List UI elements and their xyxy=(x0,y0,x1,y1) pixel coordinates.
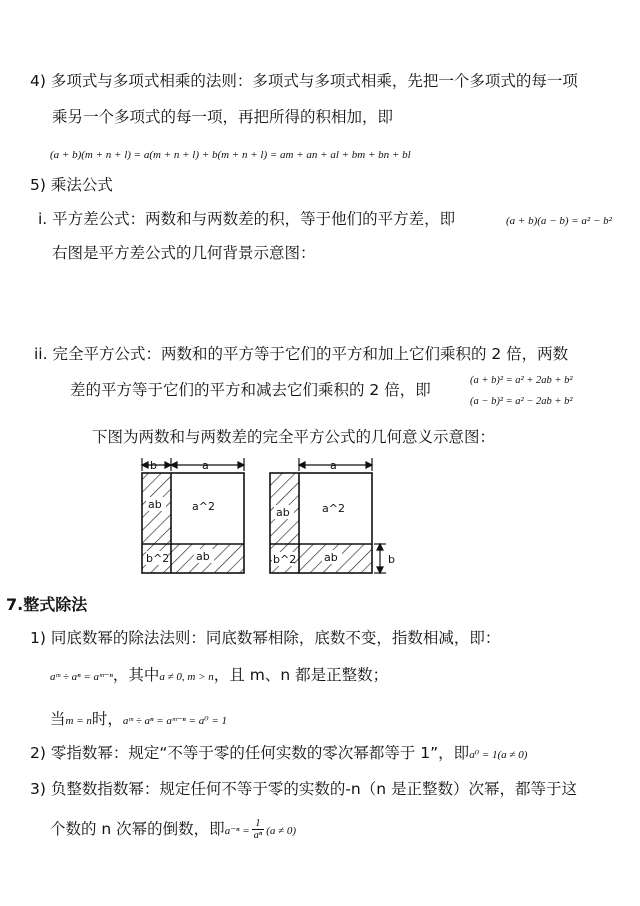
p3-denominator: aⁿ xyxy=(253,830,263,841)
section7-title: 7.整式除法 xyxy=(6,595,88,614)
p1b-condition: m = n xyxy=(65,715,92,727)
section4-line2: 乘另一个多项式的每一项，再把所得的积相加，即 xyxy=(52,108,394,126)
right-b2: b^2 xyxy=(273,553,297,566)
right-ab-bottom: ab xyxy=(324,551,338,564)
section5-ii-line2: 差的平方等于它们的平方和减去它们乘积的 2 倍，即 xyxy=(70,381,431,399)
right-a-label: a xyxy=(330,459,337,472)
right-b-label: b xyxy=(388,553,395,566)
section5-i-text: i. 平方差公式：两数和与两数差的积，等于他们的平方差，即 xyxy=(38,210,456,228)
p3-line2: 个数的 n 次幂的倒数，即 xyxy=(50,820,225,838)
p3-lhs: a⁻ⁿ = xyxy=(224,825,250,837)
right-ab-side: ab xyxy=(276,506,290,519)
section5-ii-note: 下图为两数和与两数差的完全平方公式的几何意义示意图： xyxy=(92,428,496,446)
square-sum-diagram xyxy=(128,455,258,580)
section7-p1b-row xyxy=(50,708,227,732)
p1-tail: ，且 m、n 都是正整数； xyxy=(213,666,389,684)
p1b-formula: aᵐ ÷ aⁿ = aᵐ⁻ⁿ = a⁰ = 1 xyxy=(122,715,228,727)
p3-numerator: 1 xyxy=(252,818,265,830)
p1b-pre: 当 xyxy=(50,710,66,728)
section4-formula: (a + b)(m + n + l) = a(m + n + l) + b(m + n + l) = am + an + al + bm + bn + bl xyxy=(50,149,411,161)
p2-text: 2) 零指数幂：规定“不等于零的任何实数的零次幂都等于 1”，即 xyxy=(30,744,470,762)
section5-title: 5) 乘法公式 xyxy=(30,176,113,194)
left-b2: b^2 xyxy=(146,552,170,565)
left-a2: a^2 xyxy=(192,500,215,513)
p3-fraction xyxy=(252,818,265,841)
section5-i-note: 右图是平方差公式的几何背景示意图： xyxy=(52,244,316,262)
right-a2: a^2 xyxy=(322,502,345,515)
left-b-label: b xyxy=(150,459,157,472)
left-a-label: a xyxy=(202,459,209,472)
p1b-mid: 时， xyxy=(91,710,123,728)
left-ab-side: ab xyxy=(148,498,162,511)
left-ab-bottom: ab xyxy=(196,550,210,563)
section7-p1-text: 1) 同底数幂的除法法则：同底数幂相除，底数不变，指数相减，即： xyxy=(30,629,501,647)
section7-p3-line1: 3) 负整数指数幂：规定任何不等于零的实数的-n（n 是正整数）次幂，都等于这 xyxy=(30,780,578,798)
section7-p1-row xyxy=(50,664,388,688)
p3-condition: (a ≠ 0) xyxy=(266,825,297,837)
p2-formula: a⁰ = 1(a ≠ 0) xyxy=(469,749,528,761)
section5-ii-formula1: (a + b)² = a² + 2ab + b² xyxy=(470,375,573,386)
section7-p3-row xyxy=(50,818,296,842)
p1-condition: a ≠ 0, m > n xyxy=(159,671,214,683)
section5-ii-formula2: (a − b)² = a² − 2ab + b² xyxy=(470,396,573,407)
section5-ii-line1: ii. 完全平方公式：两数和的平方等于它们的平方和加上它们乘积的 2 倍，两数 xyxy=(34,345,569,363)
division-formula: aᵐ ÷ aⁿ = aᵐ⁻ⁿ xyxy=(50,671,113,683)
section5-i-formula: (a + b)(a − b) = a² − b² xyxy=(506,215,612,227)
section7-p2-row xyxy=(30,742,527,766)
square-difference-diagram xyxy=(262,455,402,580)
p1-mid: ，其中 xyxy=(112,666,160,684)
section4-line1: 4) 多项式与多项式相乘的法则：多项式与多项式相乘，先把一个多项式的每一项 xyxy=(30,72,578,90)
